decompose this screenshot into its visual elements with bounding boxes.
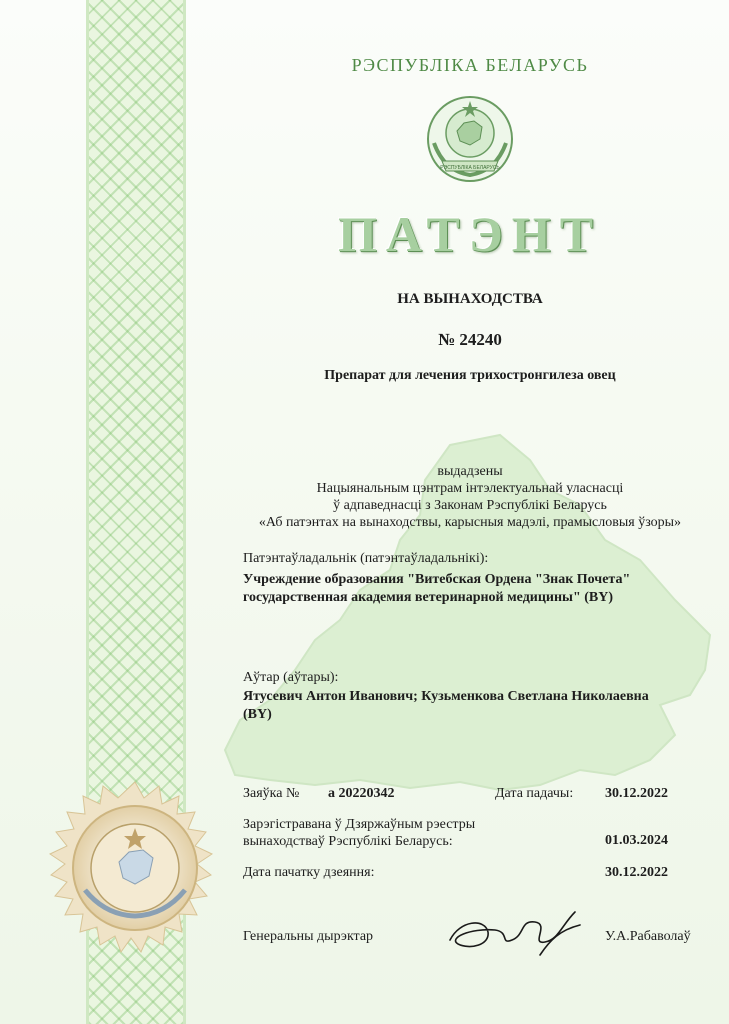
registered-label-line-1: Зарэгістравана ў Дзяржаўным рэестры: [243, 817, 476, 832]
hologram-seal-icon: [45, 780, 225, 960]
start-date-value: 30.12.2022: [605, 865, 668, 880]
issued-by-block: [230, 463, 710, 531]
issued-line-3: ў адпаведнасці з Законам Рэспублікі Беларусь: [333, 498, 607, 513]
holder-name: [243, 571, 703, 607]
holder-line-1: Учреждение образования "Витебская Ордена "Знак Почета": [243, 572, 631, 587]
filing-date-label: Дата падачы:: [495, 786, 574, 801]
application-label: Заяўка №: [243, 786, 300, 801]
registered-label-line-2: вынаходстваў Рэспублікі Беларусь:: [243, 834, 453, 849]
author-line-1: Ятусевич Антон Иванович; Кузьменкова Светлана Николаевна: [243, 689, 649, 704]
author-label: Аўтар (аўтары):: [243, 670, 339, 685]
application-number: а 20220342: [328, 786, 395, 801]
director-position: Генеральны дырэктар: [243, 929, 374, 944]
patent-number: № 24240: [438, 330, 502, 349]
holder-label: Патэнтаўладальнік (патэнтаўладальнікі):: [243, 551, 489, 566]
issued-line-1: выдадзены: [437, 464, 503, 479]
author-names: [243, 688, 703, 724]
holder-line-2: государственная академия ветеринарной медицины" (BY): [243, 590, 614, 605]
start-date-label: Дата пачатку дзеяння:: [243, 865, 375, 880]
document-title: ПАТЭНТ: [337, 206, 603, 262]
registered-label: [243, 816, 475, 850]
filing-date-value: 30.12.2022: [605, 786, 668, 801]
issued-line-2: Нацыянальным цэнтрам інтэлектуальнай уласнасці: [316, 481, 624, 496]
emblem-ribbon-text: РЭСПУБЛІКА БЕЛАРУСЬ: [440, 165, 500, 171]
director-name: У.А.Рабаволаў: [605, 929, 691, 944]
invention-title: Препарат для лечения трихостронгилеза овец: [324, 368, 616, 383]
author-line-2: (BY): [243, 707, 272, 722]
issued-line-4: «Аб патэнтах на вынаходствы, карысныя мадэлі, прамысловыя ўзоры»: [258, 515, 682, 530]
registered-date-value: 01.03.2024: [605, 833, 668, 848]
document-subtitle: НА ВЫНАХОДСТВА: [397, 291, 543, 307]
state-emblem-icon: [424, 93, 516, 185]
director-signature: [440, 900, 590, 970]
country-heading: РЭСПУБЛІКА БЕЛАРУСЬ: [351, 55, 589, 75]
